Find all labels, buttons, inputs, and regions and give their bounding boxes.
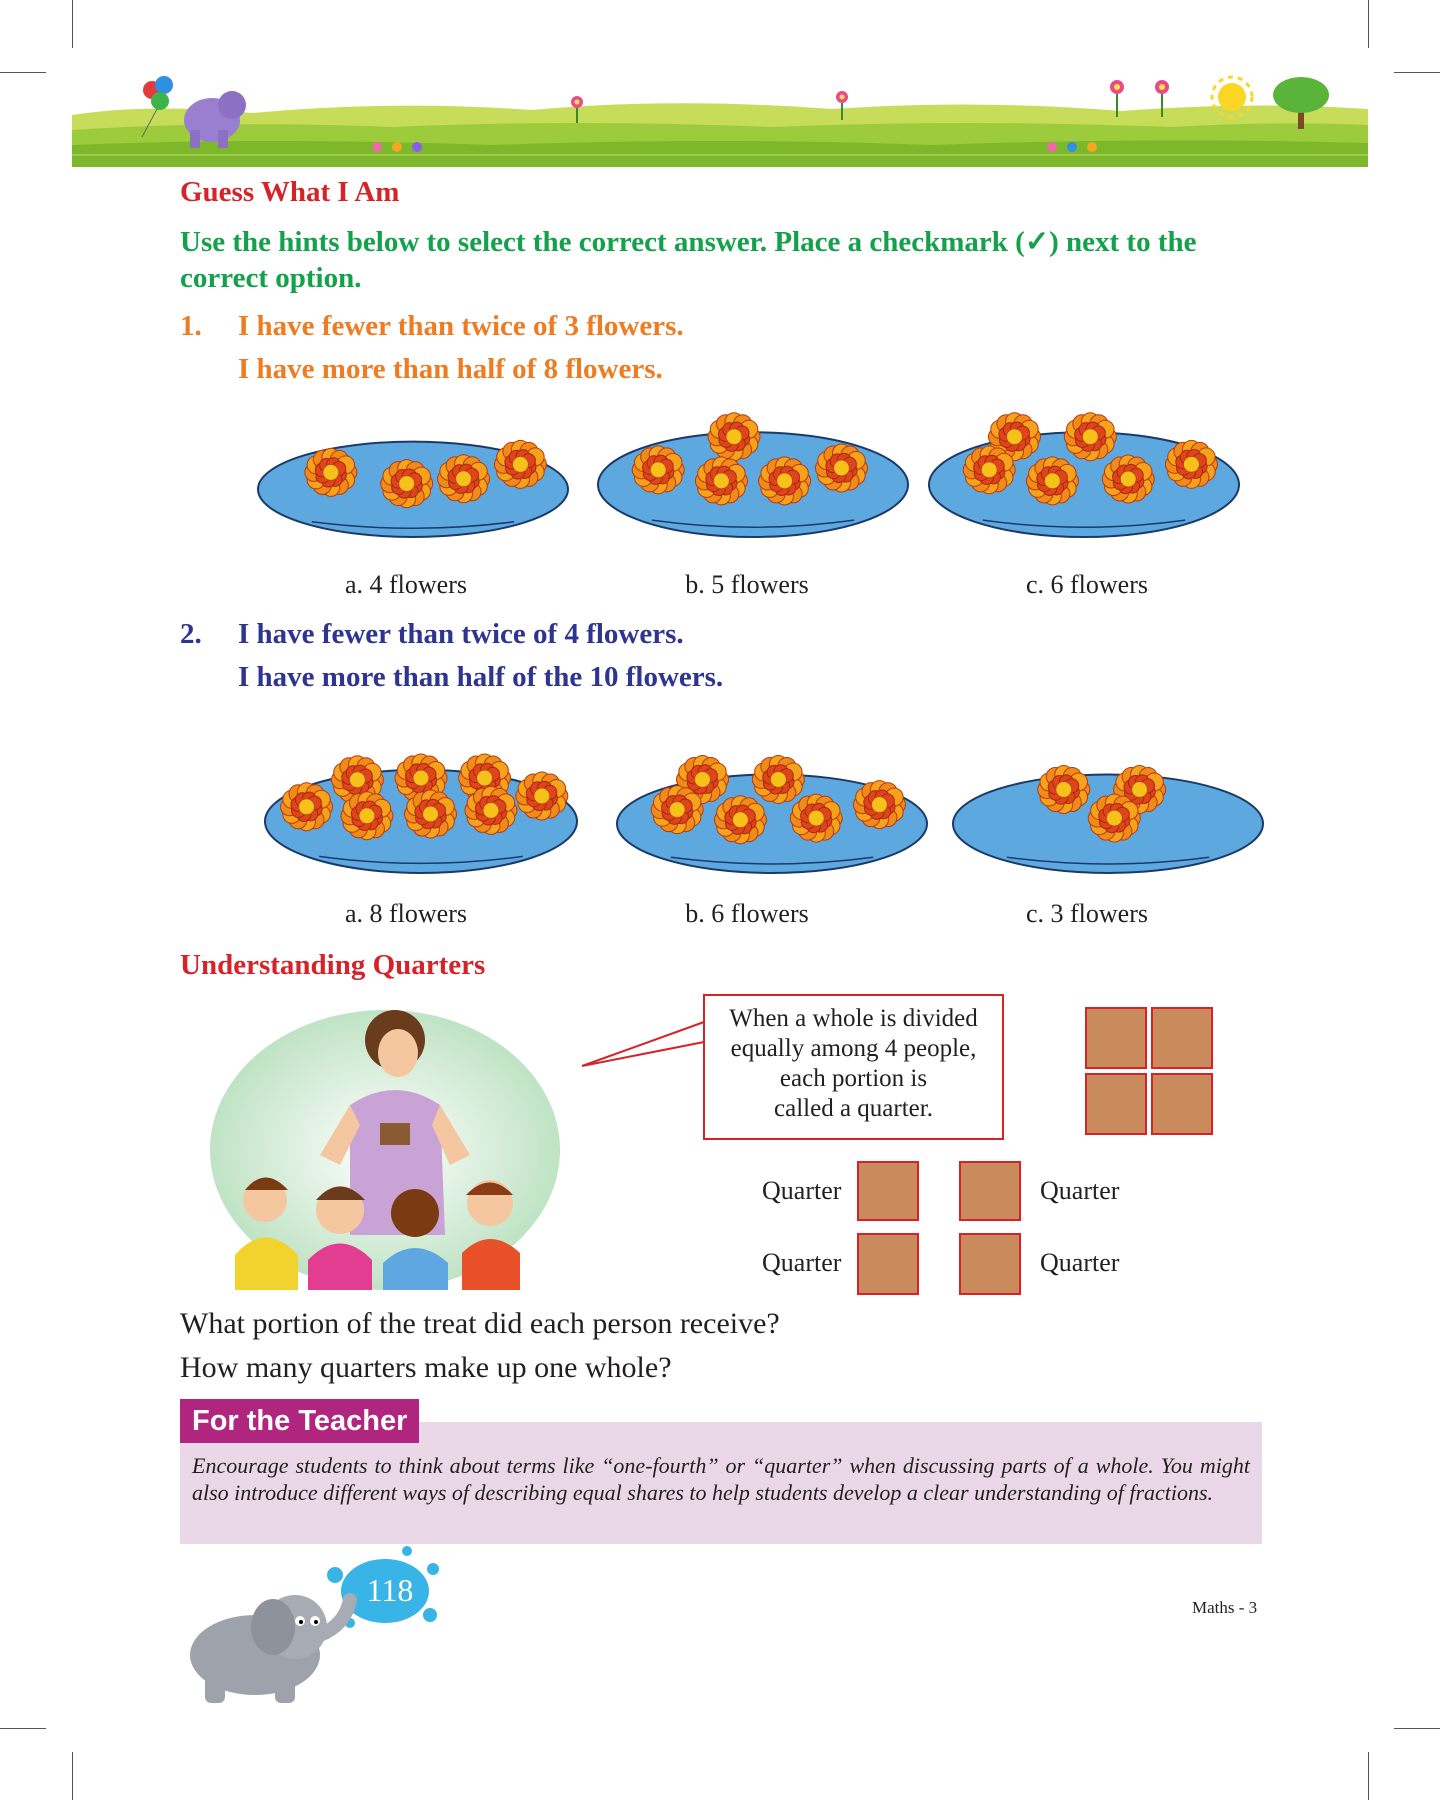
quarter-label: Quarter: [1040, 1248, 1120, 1277]
section-title-guess: Guess What I Am: [180, 176, 400, 208]
question-1: [180, 305, 1280, 391]
speech-line-4: called a quarter.: [774, 1095, 933, 1122]
whole-quarter-bl: [1085, 1073, 1147, 1135]
speech-pointer: [580, 1020, 710, 1070]
teacher-tab: For the Teacher: [180, 1399, 419, 1443]
teacher-children-illustration: [200, 1005, 580, 1290]
speech-line-3: each portion is: [779, 1065, 928, 1092]
quarter-label: Quarter: [762, 1176, 842, 1205]
q1-plate-a[interactable]: [255, 410, 571, 540]
question-2-line-2: I have more than half of the 10 flowers.: [238, 661, 724, 693]
q1-plate-b[interactable]: [595, 398, 911, 540]
q2-option-b[interactable]: b. 6 flowers: [685, 899, 809, 928]
book-title: Maths - 3: [1192, 1598, 1258, 1617]
q1-option-c[interactable]: c. 6 flowers: [1025, 570, 1148, 599]
crop-mark: [1368, 0, 1369, 48]
question-quarters: How many quarters make up one whole?: [180, 1351, 672, 1384]
footer-elephant-illustration: [175, 1545, 450, 1710]
instructions: Use the hints below to select the correct answer. Place a checkmark (✓) next to the correct option.: [180, 226, 1197, 294]
speech-line-1: When a whole is divided: [729, 1005, 978, 1032]
header-banner: [72, 75, 1368, 167]
q2-plate-b[interactable]: [614, 742, 930, 876]
quarter-square: [959, 1233, 1021, 1295]
quarter-square: [857, 1161, 919, 1221]
whole-quarter-tr: [1151, 1007, 1213, 1069]
q2-plate-c[interactable]: [950, 742, 1266, 876]
crop-mark: [1394, 1728, 1440, 1729]
q1-plate-c[interactable]: [926, 398, 1242, 540]
question-1-line-2: I have more than half of 8 flowers.: [238, 353, 663, 385]
question-portion: What portion of the treat did each person receive?: [180, 1307, 780, 1340]
crop-mark: [0, 72, 46, 73]
quarter-square: [857, 1233, 919, 1295]
question-2-line-1: I have fewer than twice of 4 flowers.: [238, 618, 684, 650]
q2-option-a[interactable]: a. 8 flowers: [344, 899, 467, 928]
quarter-square: [959, 1161, 1021, 1221]
q1-option-b[interactable]: b. 5 flowers: [685, 570, 809, 599]
section-title-quarters: Understanding Quarters: [180, 949, 486, 981]
whole-quarter-tl: [1085, 1007, 1147, 1069]
quarter-label: Quarter: [762, 1248, 842, 1277]
speech-line-2: equally among 4 people,: [730, 1035, 977, 1062]
quarter-label: Quarter: [1040, 1176, 1120, 1205]
crop-mark: [1368, 1752, 1369, 1800]
question-2: [180, 613, 1280, 699]
crop-mark: [72, 1752, 73, 1800]
question-1-line-1: I have fewer than twice of 3 flowers.: [238, 310, 684, 342]
question-number: 2.: [180, 618, 202, 650]
page-number: 118: [366, 1572, 414, 1608]
elephant-icon: [190, 1595, 350, 1703]
q2-option-c[interactable]: c. 3 flowers: [1025, 899, 1148, 928]
q1-option-a[interactable]: a. 4 flowers: [344, 570, 467, 599]
crop-mark: [1394, 72, 1440, 73]
teacher-note-text: Encourage students to think about terms like “one-fourth” or “quarter” when discussing parts of a whole. You might also introduce different ways of describing equal shares to help students develop a clear understanding of fractions.: [192, 1453, 1250, 1505]
crop-mark: [0, 1728, 46, 1729]
whole-quarter-br: [1151, 1073, 1213, 1135]
question-number: 1.: [180, 310, 202, 342]
crop-mark: [72, 0, 73, 48]
q2-plate-a[interactable]: [262, 736, 580, 876]
speech-bubble: [703, 994, 1004, 1140]
